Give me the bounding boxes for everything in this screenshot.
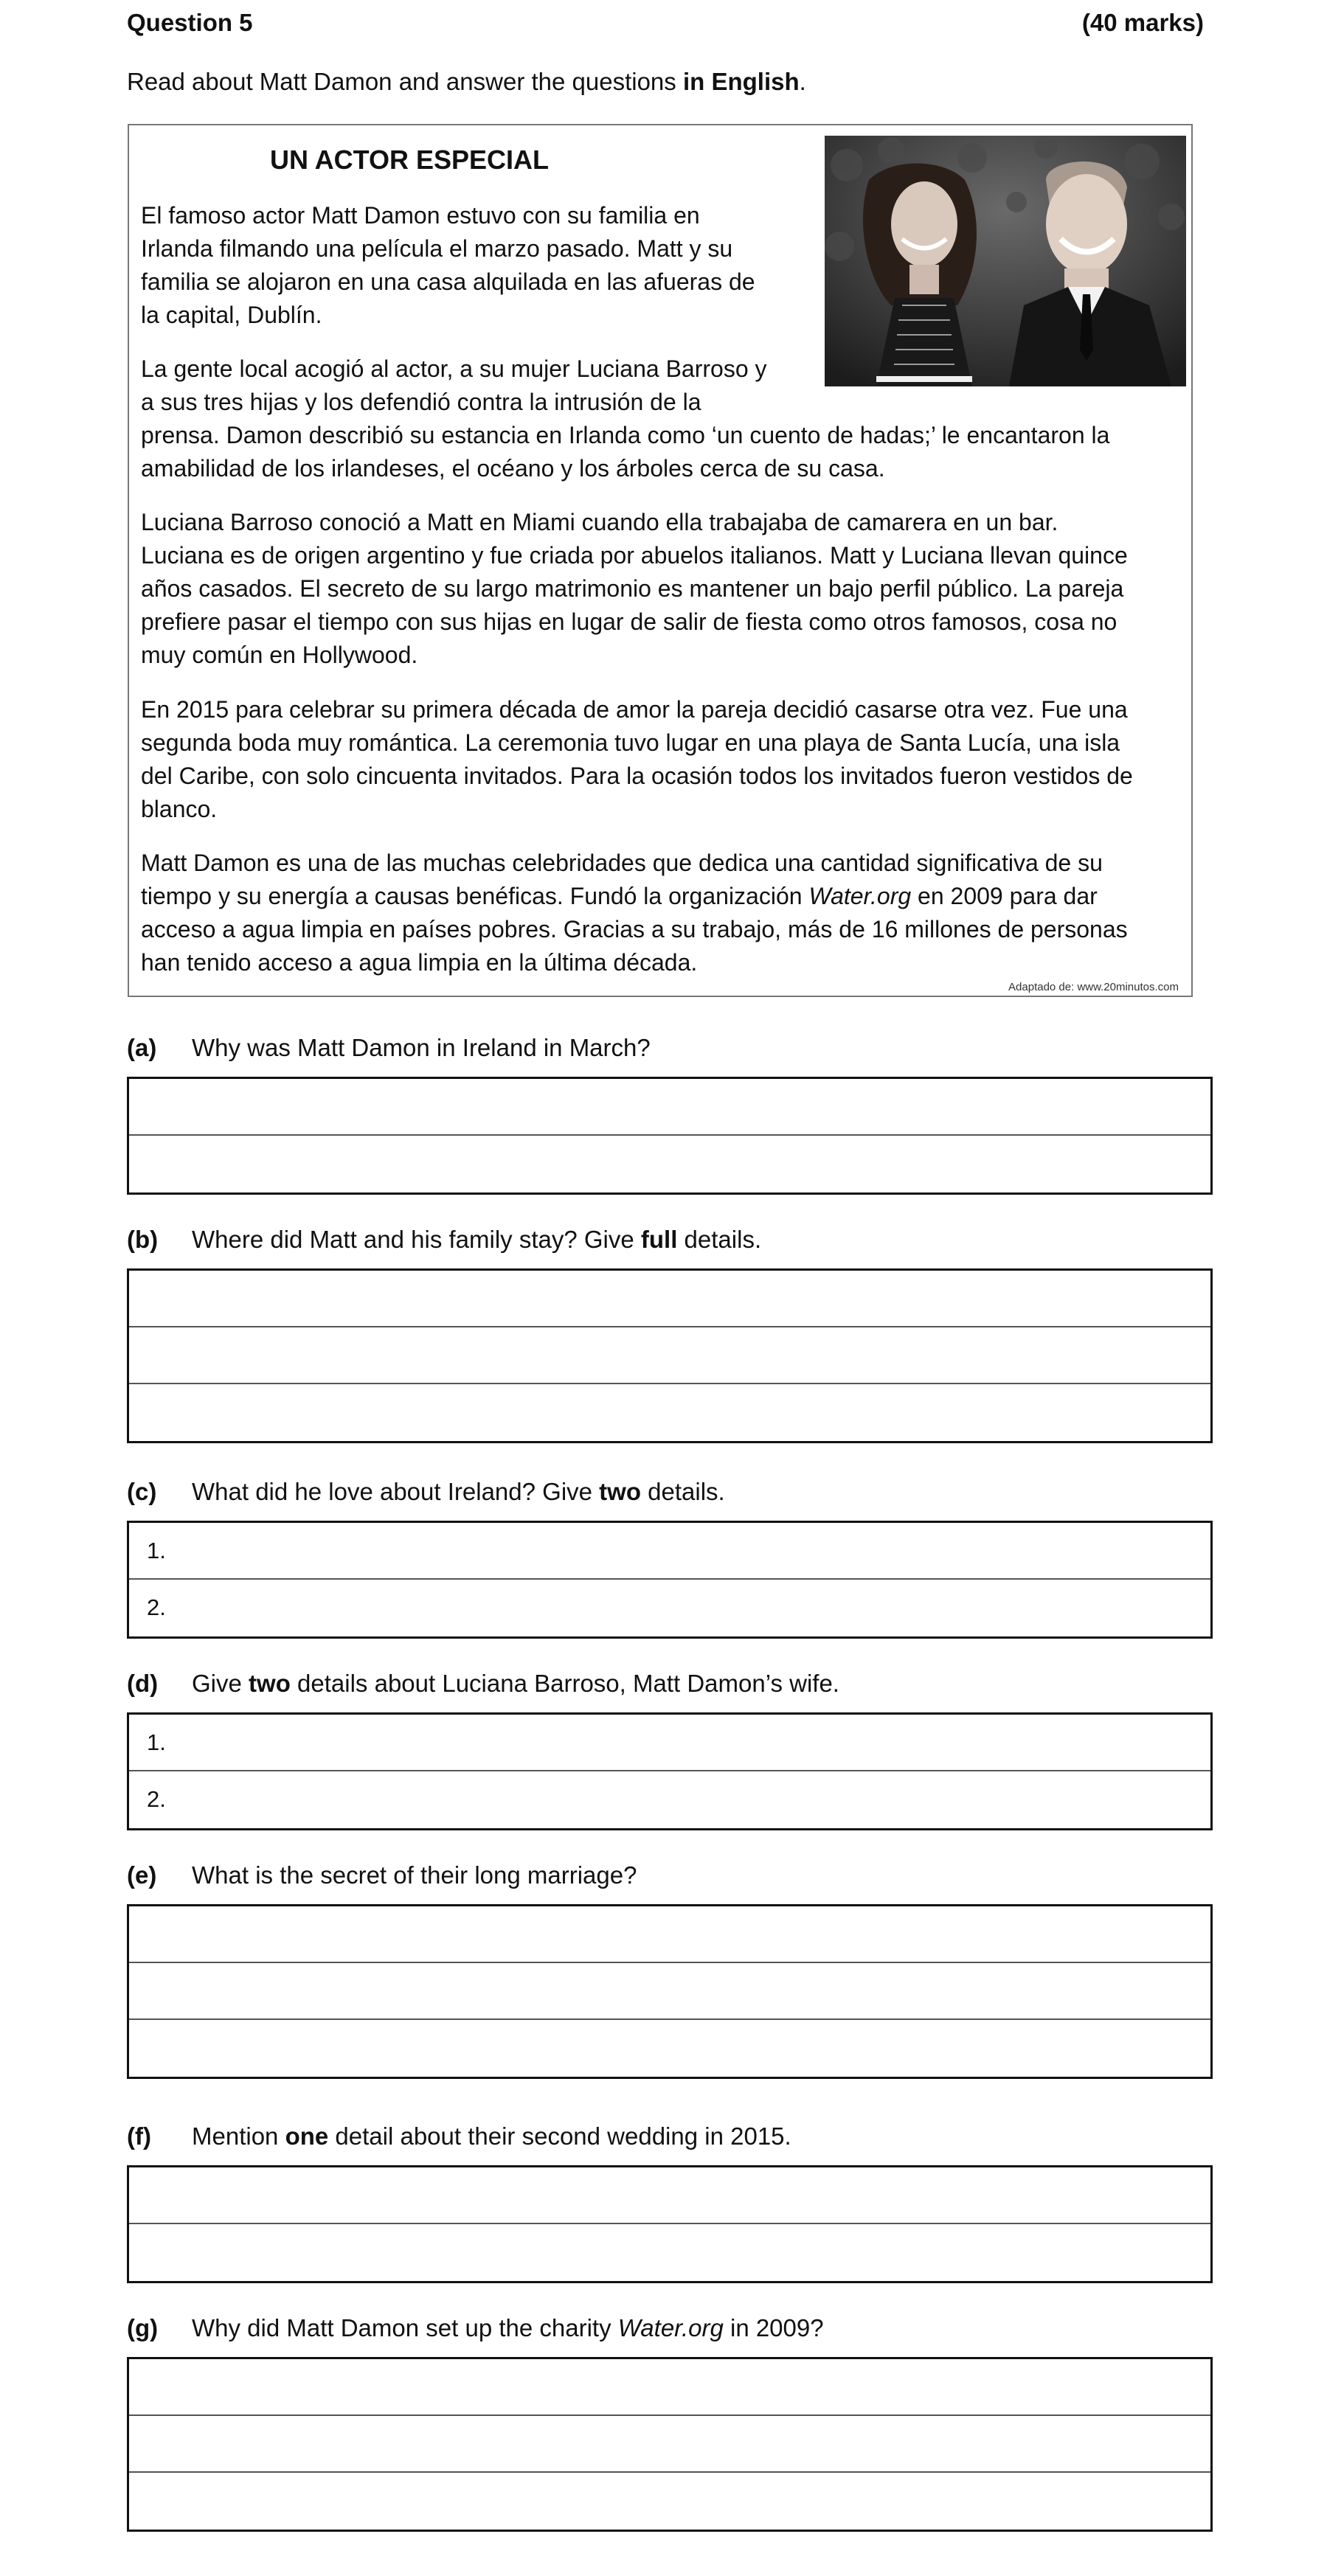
question-c: (c) What did he love about Ireland? Give two details. bbox=[127, 1478, 725, 1505]
question-g: (g) Why did Matt Damon set up the charity Water.org in 2009? bbox=[127, 2314, 824, 2341]
article-photo bbox=[825, 136, 1186, 386]
question-e: (e) What is the secret of their long marriage? bbox=[127, 1861, 637, 1889]
question-a: (a) Why was Matt Damon in Ireland in March? bbox=[127, 1034, 651, 1061]
question-d: (d) Give two details about Luciana Barroso, Matt Damon’s wife. bbox=[127, 1670, 839, 1697]
answer-line[interactable] bbox=[129, 2020, 1210, 2077]
answer-box-b[interactable] bbox=[127, 1268, 1213, 1443]
article-paragraph-4: En 2015 para celebrar su primera década de amor la pareja decidió casarse otra vez. Fue una segunda boda muy romántica. La ceremonia tuvo lugar en una playa de Santa Lucía, una isla del Caribe, con solo cincuenta invitados. Para la ocasión todos los invitados fueron vestidos de blanco. bbox=[141, 696, 1133, 822]
answer-box-d[interactable] bbox=[127, 1712, 1213, 1830]
answer-box-g[interactable] bbox=[127, 2357, 1213, 2532]
article-title: UN ACTOR ESPECIAL bbox=[269, 145, 550, 175]
question-f: (f) Mention one detail about their second wedding in 2015. bbox=[127, 2122, 791, 2150]
answer-box-f[interactable] bbox=[127, 2165, 1213, 2283]
answer-line-1[interactable]: 1. bbox=[129, 1523, 1210, 1580]
article-paragraph-2: La gente local acogió al actor, a su mujer Luciana Barroso y a sus tres hijas y los defendió contra la intrusión de la prensa. Damon describió su estancia en Irlanda como ‘un cuento de hadas;’ le encantaron la amabilidad de los irlandeses, el océano y los árboles cerca de su casa. bbox=[141, 355, 1110, 482]
instruction: Read about Matt Damon and answer the questions in English. bbox=[127, 68, 806, 95]
article-source: Adaptado de: www.20minutos.com bbox=[1008, 981, 1179, 993]
answer-line[interactable] bbox=[129, 1079, 1210, 1136]
answer-line[interactable] bbox=[129, 2224, 1210, 2281]
answer-line-2[interactable]: 2. bbox=[147, 1786, 166, 1812]
answer-line-1[interactable]: 1. bbox=[129, 1715, 1210, 1771]
answer-box-a[interactable] bbox=[127, 1077, 1213, 1195]
question-marks: (40 marks) bbox=[1081, 9, 1204, 36]
question-b: (b) Where did Matt and his family stay? Give full details. bbox=[127, 1226, 762, 1253]
question-title: Question 5 bbox=[127, 9, 253, 36]
answer-line[interactable] bbox=[129, 1384, 1210, 1441]
answer-line[interactable] bbox=[129, 1271, 1210, 1327]
answer-line[interactable] bbox=[129, 2359, 1210, 2416]
article-paragraph-3: Luciana Barroso conoció a Matt en Miami cuando ella trabajaba de camarera en un bar. Luciana es de origen argentino y fue criada por abuelos italianos. Matt y Luciana llevan quince años casados. El secreto de su largo matrimonio es mantener un bajo perfil público. La pareja prefiere pasar el tiempo con sus hijas en lugar de salir de fiesta como otros famosos, cosa no muy común en Hollywood. bbox=[141, 509, 1128, 668]
answer-box-c[interactable] bbox=[127, 1521, 1213, 1639]
answer-line[interactable] bbox=[129, 2167, 1210, 2224]
answer-line[interactable] bbox=[129, 2473, 1210, 2530]
couple-photo-image bbox=[825, 136, 1186, 386]
answer-line[interactable] bbox=[129, 1327, 1210, 1384]
answer-line[interactable] bbox=[129, 1963, 1210, 2020]
article-paragraph-1: El famoso actor Matt Damon estuvo con su familia en Irlanda filmando una película el marzo pasado. Matt y su familia se alojaron en una casa alquilada en las afueras de la capital, Dublín. bbox=[141, 202, 755, 328]
article-paragraph-5: Matt Damon es una de las muchas celebridades que dedica una cantidad significativa de su tiempo y su energía a causas benéficas. Fundó la organización Water.org en 2009 para dar acceso a agua limpia en países pobres. Gracias a su trabajo, más de 16 millones de personas han tenido acceso a agua limpia en la última década. bbox=[141, 850, 1128, 976]
answer-line[interactable] bbox=[129, 2416, 1210, 2473]
answer-box-e[interactable] bbox=[127, 1904, 1213, 2079]
answer-line-2[interactable]: 2. bbox=[147, 1594, 166, 1620]
answer-line[interactable] bbox=[129, 1136, 1210, 1192]
answer-line[interactable] bbox=[129, 1906, 1210, 1963]
